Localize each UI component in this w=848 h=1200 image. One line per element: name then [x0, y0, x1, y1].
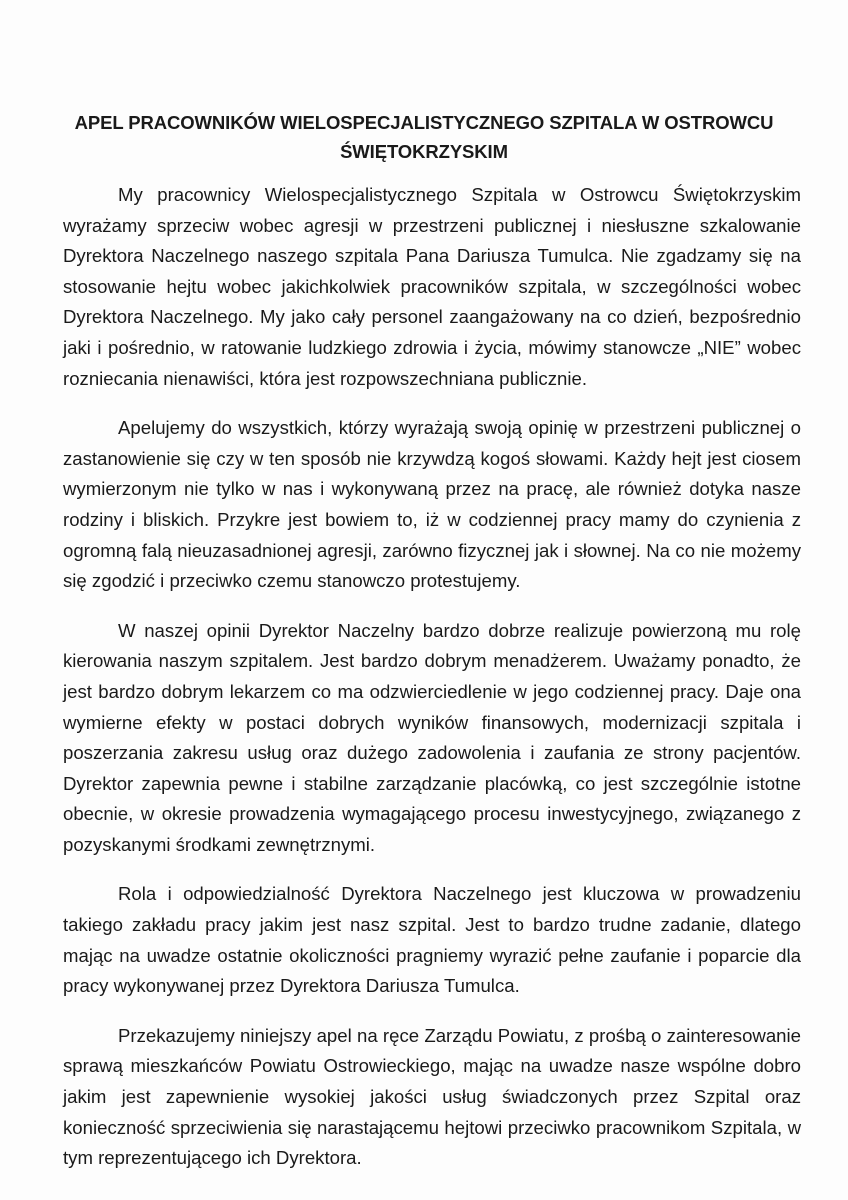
paragraph-2: Apelujemy do wszystkich, którzy wyrażają swoją opinię w przestrzeni publicznej o zastanowienie się czy w ten sposób nie krzywdzą kogoś słowami. Każdy hejt jest ciosem wymierzonym nie tylko w nas i wykonywaną przez na pracę, ale również dotyka nasze rodziny i bliskich. Przykre jest bowiem to, iż w codziennej pracy mamy do czynienia z ogromną falą nieuzasadnionej agresji, zarówno fizycznej jak i słownej. Na co nie możemy się zgodzić i przeciwko czemu stanowczo protestujemy. [63, 417, 801, 592]
paragraph-4: Rola i odpowiedzialność Dyrektora Naczelnego jest kluczowa w prowadzeniu takiego zakładu pracy jakim jest nasz szpital. Jest to bardzo trudne zadanie, dlatego mając na uwadze ostatnie okoliczności pragniemy wyrazić pełne zaufanie i poparcie dla pracy wykonywanej przez Dyrektora Dariusza Tumulca. [63, 883, 801, 997]
paragraph-5: Przekazujemy niniejszy apel na ręce Zarządu Powiatu, z prośbą o zainteresowanie sprawą mieszkańców Powiatu Ostrowieckiego, mając na uwadze nasze wspólne dobro jakim jest zapewnienie wysokiej jakości usług świadczonych przez Szpital oraz konieczność sprzeciwienia się narastającemu hejtowi przeciwko pracownikom Szpitala, w tym reprezentującego ich Dyrektora. [63, 1024, 801, 1169]
document-title: APEL PRACOWNIKÓW WIELOSPECJALISTYCZNEGO SZPITALA W OSTROWCU ŚWIĘTOKRZYSKIM [74, 112, 774, 162]
document-body [63, 180, 801, 1174]
paragraph-3: W naszej opinii Dyrektor Naczelny bardzo dobrze realizuje powierzoną mu rolę kierowania naszym szpitalem. Jest bardzo dobrym menadżerem. Uważamy ponadto, że jest bardzo dobrym lekarzem co ma odzwierciedlenie w jego codziennej pracy. Daje ona wymierne efekty w postaci dobrych wyników finansowych, modernizacji szpitala i poszerzania zakresu usług oraz dużego zadowolenia i zaufania ze strony pacjentów. Dyrektor zapewnia pewne i stabilne zarządzanie placówką, co jest szczególnie istotne obecnie, w okresie prowadzenia wymagającego procesu inwestycyjnego, związanego z pozyskanymi środkami zewnętrznymi. [63, 619, 801, 855]
paragraph-1: My pracownicy Wielospecjalistycznego Szpitala w Ostrowcu Świętokrzyskim wyrażamy sprzeciw wobec agresji w przestrzeni publicznej i niesłuszne szkalowanie Dyrektora Naczelnego naszego szpitala Pana Dariusza Tumulca. Nie zgadzamy się na stosowanie hejtu wobec jakichkolwiek pracowników szpitala, w szczególności wobec Dyrektora Naczelnego. My jako cały personel zaangażowany na co dzień, bezpośrednio jaki i pośrednio, w ratowanie ludzkiego zdrowia i życia, mówimy stanowcze „NIE” wobec rozniecania nienawiści, która jest rozpowszechniana publicznie. [63, 184, 801, 389]
